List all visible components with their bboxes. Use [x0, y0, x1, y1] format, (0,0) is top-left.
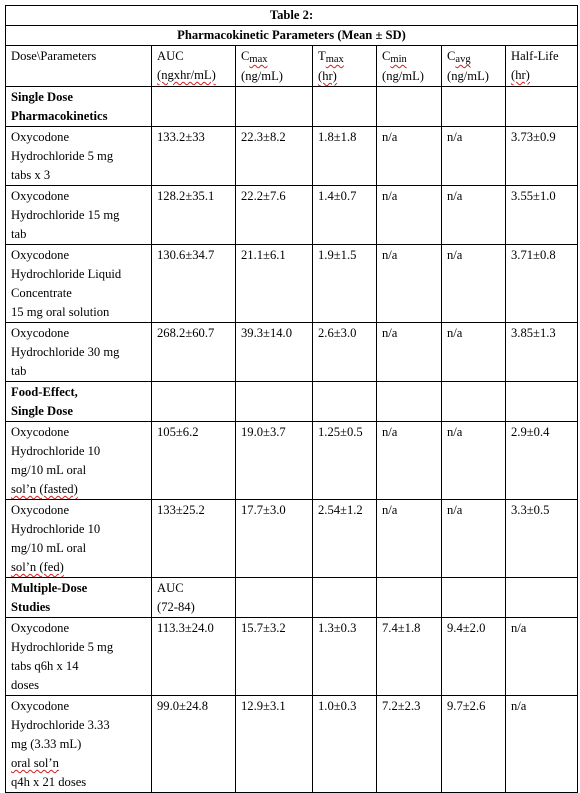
empty-cell: [236, 578, 313, 618]
cell-tmax: 1.9±1.5: [313, 245, 377, 323]
cell-half-life: 2.9±0.4: [506, 422, 578, 500]
empty-cell: [442, 87, 506, 127]
header-cavg: Cavg (ng/mL): [442, 46, 506, 87]
header-cmax: Cmax (ng/mL): [236, 46, 313, 87]
cell-half-life: 3.3±0.5: [506, 500, 578, 578]
cell-cavg: n/a: [442, 127, 506, 186]
empty-cell: [313, 382, 377, 422]
table-row: [6, 323, 578, 382]
cell-cmin: n/a: [377, 245, 442, 323]
cell-cavg: 9.7±2.6: [442, 696, 506, 793]
empty-cell: [506, 87, 578, 127]
cell-cmin: n/a: [377, 323, 442, 382]
header-row: [6, 46, 578, 87]
cell-cmin: 7.4±1.8: [377, 618, 442, 696]
table-row: [6, 500, 578, 578]
caption-row: [6, 6, 578, 26]
cell-cavg: n/a: [442, 422, 506, 500]
section-row: [6, 578, 578, 618]
empty-cell: [377, 578, 442, 618]
cell-auc: 133.2±33: [152, 127, 236, 186]
cell-cmax: 17.7±3.0: [236, 500, 313, 578]
table-caption: Table 2:: [6, 6, 578, 26]
cell-dose: Oxycodone Hydrochloride Liquid Concentrate 15 mg oral solution: [6, 245, 152, 323]
empty-cell: [236, 382, 313, 422]
empty-cell: [377, 87, 442, 127]
cell-auc: 113.3±24.0: [152, 618, 236, 696]
header-dose: Dose\Parameters: [6, 46, 152, 87]
header-cmin: Cmin (ng/mL): [377, 46, 442, 87]
cell-cavg: 9.4±2.0: [442, 618, 506, 696]
cell-tmax: 1.8±1.8: [313, 127, 377, 186]
table-row: [6, 245, 578, 323]
cell-cmax: 19.0±3.7: [236, 422, 313, 500]
cell-half-life: 3.73±0.9: [506, 127, 578, 186]
cell-dose: Oxycodone Hydrochloride 15 mg tab: [6, 186, 152, 245]
header-tmax: Tmax (hr): [313, 46, 377, 87]
cell-half-life: 3.71±0.8: [506, 245, 578, 323]
section-row: [6, 87, 578, 127]
cell-cmax: 15.7±3.2: [236, 618, 313, 696]
empty-cell: [442, 578, 506, 618]
empty-cell: [313, 578, 377, 618]
cell-auc: 128.2±35.1: [152, 186, 236, 245]
cell-auc: 133±25.2: [152, 500, 236, 578]
table-row: [6, 618, 578, 696]
cell-half-life: 3.85±1.3: [506, 323, 578, 382]
cell-cavg: n/a: [442, 186, 506, 245]
cell-cmax: 39.3±14.0: [236, 323, 313, 382]
cell-cmin: n/a: [377, 500, 442, 578]
table-row: [6, 127, 578, 186]
cell-dose: Oxycodone Hydrochloride 5 mg tabs q6h x 14 doses: [6, 618, 152, 696]
table-row: [6, 422, 578, 500]
cell-tmax: 1.4±0.7: [313, 186, 377, 245]
section-row: [6, 382, 578, 422]
cell-dose: Oxycodone Hydrochloride 30 mg tab: [6, 323, 152, 382]
cell-dose: Oxycodone Hydrochloride 3.33 mg (3.33 mL) oral sol’n q4h x 21 doses: [6, 696, 152, 793]
cell-tmax: 1.25±0.5: [313, 422, 377, 500]
cell-tmax: 1.3±0.3: [313, 618, 377, 696]
cell-auc: 99.0±24.8: [152, 696, 236, 793]
cell-cmin: n/a: [377, 422, 442, 500]
cell-half-life: n/a: [506, 696, 578, 793]
table-row: [6, 696, 578, 793]
cell-cmax: 21.1±6.1: [236, 245, 313, 323]
cell-half-life: n/a: [506, 618, 578, 696]
pk-parameters-table: [5, 5, 578, 793]
cell-auc: 130.6±34.7: [152, 245, 236, 323]
cell-cavg: n/a: [442, 323, 506, 382]
cell-cmax: 22.2±7.6: [236, 186, 313, 245]
empty-cell: [506, 382, 578, 422]
cell-dose: Oxycodone Hydrochloride 10 mg/10 mL oral sol’n (fed): [6, 500, 152, 578]
cell-dose: Oxycodone Hydrochloride 10 mg/10 mL oral sol’n (fasted): [6, 422, 152, 500]
section-title: Multiple-Dose Studies: [6, 578, 152, 618]
empty-cell: [506, 578, 578, 618]
title-row: [6, 26, 578, 46]
table-row: [6, 186, 578, 245]
cell-tmax: 1.0±0.3: [313, 696, 377, 793]
cell-cmax: 12.9±3.1: [236, 696, 313, 793]
cell-cmax: 22.3±8.2: [236, 127, 313, 186]
section-auc-note: [152, 382, 236, 422]
section-auc-note: [152, 87, 236, 127]
empty-cell: [313, 87, 377, 127]
cell-cmin: n/a: [377, 127, 442, 186]
cell-dose: Oxycodone Hydrochloride 5 mg tabs x 3: [6, 127, 152, 186]
cell-auc: 105±6.2: [152, 422, 236, 500]
table-title: Pharmacokinetic Parameters (Mean ± SD): [6, 26, 578, 46]
empty-cell: [236, 87, 313, 127]
section-title: Single Dose Pharmacokinetics: [6, 87, 152, 127]
header-half-life: Half-Life (hr): [506, 46, 578, 87]
cell-cmin: 7.2±2.3: [377, 696, 442, 793]
section-title: Food-Effect, Single Dose: [6, 382, 152, 422]
empty-cell: [442, 382, 506, 422]
section-auc-note: AUC (72-84): [152, 578, 236, 618]
cell-auc: 268.2±60.7: [152, 323, 236, 382]
header-auc: AUC (ngxhr/mL): [152, 46, 236, 87]
cell-tmax: 2.54±1.2: [313, 500, 377, 578]
cell-cavg: n/a: [442, 500, 506, 578]
empty-cell: [377, 382, 442, 422]
cell-cavg: n/a: [442, 245, 506, 323]
cell-tmax: 2.6±3.0: [313, 323, 377, 382]
cell-half-life: 3.55±1.0: [506, 186, 578, 245]
cell-cmin: n/a: [377, 186, 442, 245]
